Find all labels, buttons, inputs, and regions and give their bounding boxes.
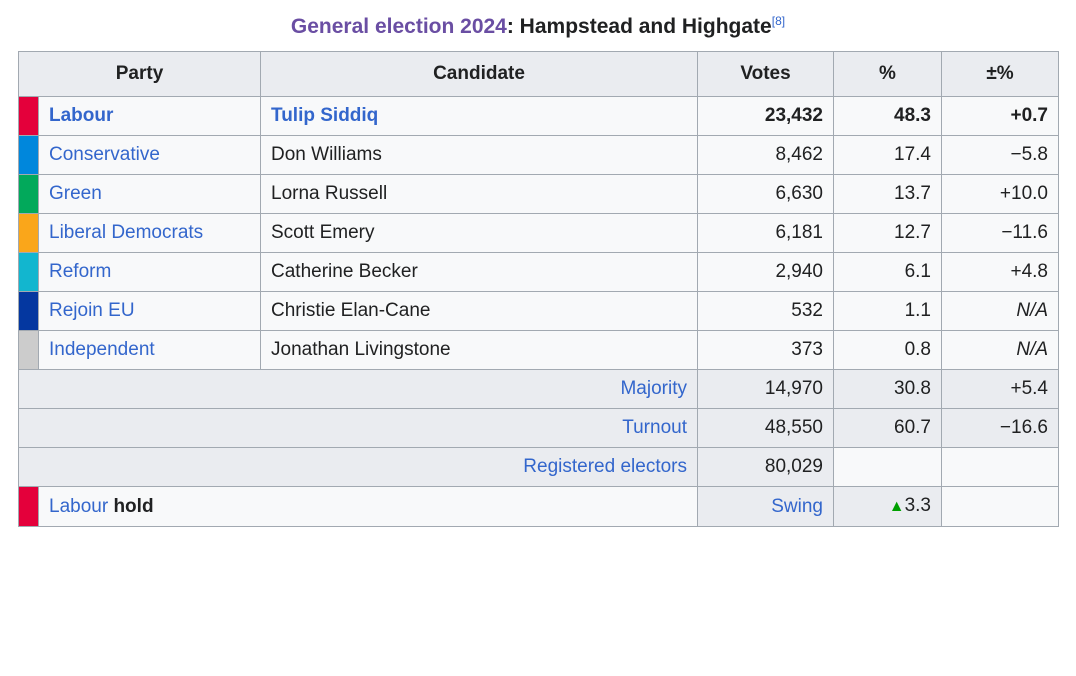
table-row	[19, 175, 1059, 214]
change-cell: −5.8	[942, 136, 1059, 175]
swing-value: 3.3	[904, 495, 931, 516]
table-row	[19, 292, 1059, 331]
change-value: N/A	[1016, 339, 1048, 360]
party-color-swatch	[19, 175, 39, 214]
candidate-name: Lorna Russell	[271, 183, 388, 204]
summary-label-link[interactable]: Registered electors	[523, 456, 687, 477]
header-votes: Votes	[698, 52, 834, 97]
caption-reference	[772, 14, 785, 28]
party-cell	[39, 292, 261, 331]
table-row	[19, 253, 1059, 292]
candidate-link[interactable]: Tulip Siddiq	[271, 105, 379, 126]
swing-up-arrow-icon: ▲	[888, 498, 905, 515]
election-results-table	[18, 51, 1059, 527]
summary-change-cell: −16.6	[942, 409, 1059, 448]
party-cell	[39, 253, 261, 292]
summary-row	[19, 370, 1059, 409]
candidate-cell	[261, 292, 698, 331]
change-cell	[942, 292, 1059, 331]
party-cell	[39, 136, 261, 175]
votes-cell: 373	[698, 331, 834, 370]
percent-cell: 1.1	[834, 292, 942, 331]
header-change: ±%	[942, 52, 1059, 97]
party-link[interactable]: Labour	[49, 105, 114, 126]
summary-votes-cell: 48,550	[698, 409, 834, 448]
header-candidate: Candidate	[261, 52, 698, 97]
candidate-name: Don Williams	[271, 144, 382, 165]
swing-label-cell	[698, 487, 834, 527]
party-color-swatch	[19, 292, 39, 331]
votes-cell: 8,462	[698, 136, 834, 175]
candidate-cell	[261, 331, 698, 370]
summary-votes-cell: 80,029	[698, 448, 834, 487]
percent-cell: 6.1	[834, 253, 942, 292]
summary-row	[19, 448, 1059, 487]
percent-cell: 17.4	[834, 136, 942, 175]
header-percent: %	[834, 52, 942, 97]
party-cell	[39, 214, 261, 253]
summary-change-cell	[942, 448, 1059, 487]
percent-cell: 12.7	[834, 214, 942, 253]
change-cell: +4.8	[942, 253, 1059, 292]
percent-cell: 48.3	[834, 97, 942, 136]
candidate-name: Catherine Becker	[271, 261, 418, 282]
party-color-swatch	[19, 136, 39, 175]
summary-votes-cell: 14,970	[698, 370, 834, 409]
party-cell	[39, 97, 261, 136]
change-cell: +10.0	[942, 175, 1059, 214]
change-cell	[942, 331, 1059, 370]
candidate-name: Christie Elan-Cane	[271, 300, 431, 321]
summary-row	[19, 409, 1059, 448]
summary-pct-cell	[834, 448, 942, 487]
party-link[interactable]: Reform	[49, 261, 112, 282]
candidate-cell	[261, 175, 698, 214]
table-header-row	[19, 52, 1059, 97]
votes-cell: 6,630	[698, 175, 834, 214]
candidate-name: Scott Emery	[271, 222, 375, 243]
party-link[interactable]: Rejoin EU	[49, 300, 135, 321]
table-row	[19, 136, 1059, 175]
party-color-swatch	[19, 214, 39, 253]
summary-label-cell	[19, 448, 698, 487]
summary-change-cell: +5.4	[942, 370, 1059, 409]
candidate-cell	[261, 214, 698, 253]
hold-party-link[interactable]: Labour	[49, 495, 109, 517]
hold-party-color-swatch	[19, 487, 39, 527]
reference-link[interactable]: [8]	[771, 14, 786, 28]
party-color-swatch	[19, 331, 39, 370]
candidate-cell	[261, 97, 698, 136]
change-cell: +0.7	[942, 97, 1059, 136]
party-link[interactable]: Liberal Democrats	[49, 222, 204, 243]
party-link[interactable]: Conservative	[49, 144, 160, 165]
summary-label-cell	[19, 370, 698, 409]
caption-election-link[interactable]: General election 2024	[290, 15, 507, 38]
hold-label-cell	[39, 487, 698, 527]
hold-row	[19, 487, 1059, 527]
table-row	[19, 331, 1059, 370]
table-caption	[18, 14, 1058, 51]
percent-cell: 13.7	[834, 175, 942, 214]
party-color-swatch	[19, 253, 39, 292]
swing-value-cell	[834, 487, 942, 527]
hold-blank-cell	[942, 487, 1059, 527]
table-row	[19, 97, 1059, 136]
summary-pct-cell: 60.7	[834, 409, 942, 448]
votes-cell: 2,940	[698, 253, 834, 292]
caption-constituency: : Hampstead and Highgate	[506, 15, 772, 38]
summary-label-link[interactable]: Majority	[620, 378, 687, 399]
change-cell: −11.6	[942, 214, 1059, 253]
swing-link[interactable]: Swing	[771, 495, 823, 517]
summary-label-link[interactable]: Turnout	[622, 417, 687, 438]
table-row	[19, 214, 1059, 253]
candidate-cell	[261, 136, 698, 175]
party-color-swatch	[19, 97, 39, 136]
votes-cell: 6,181	[698, 214, 834, 253]
votes-cell: 23,432	[698, 97, 834, 136]
hold-result-text: hold	[113, 495, 154, 517]
party-link[interactable]: Green	[49, 183, 102, 204]
votes-cell: 532	[698, 292, 834, 331]
header-party: Party	[19, 52, 261, 97]
party-cell	[39, 331, 261, 370]
candidate-cell	[261, 253, 698, 292]
summary-pct-cell: 30.8	[834, 370, 942, 409]
candidate-name: Jonathan Livingstone	[271, 339, 451, 360]
change-value: N/A	[1016, 300, 1048, 321]
party-link[interactable]: Independent	[49, 339, 155, 360]
percent-cell: 0.8	[834, 331, 942, 370]
party-cell	[39, 175, 261, 214]
summary-label-cell	[19, 409, 698, 448]
